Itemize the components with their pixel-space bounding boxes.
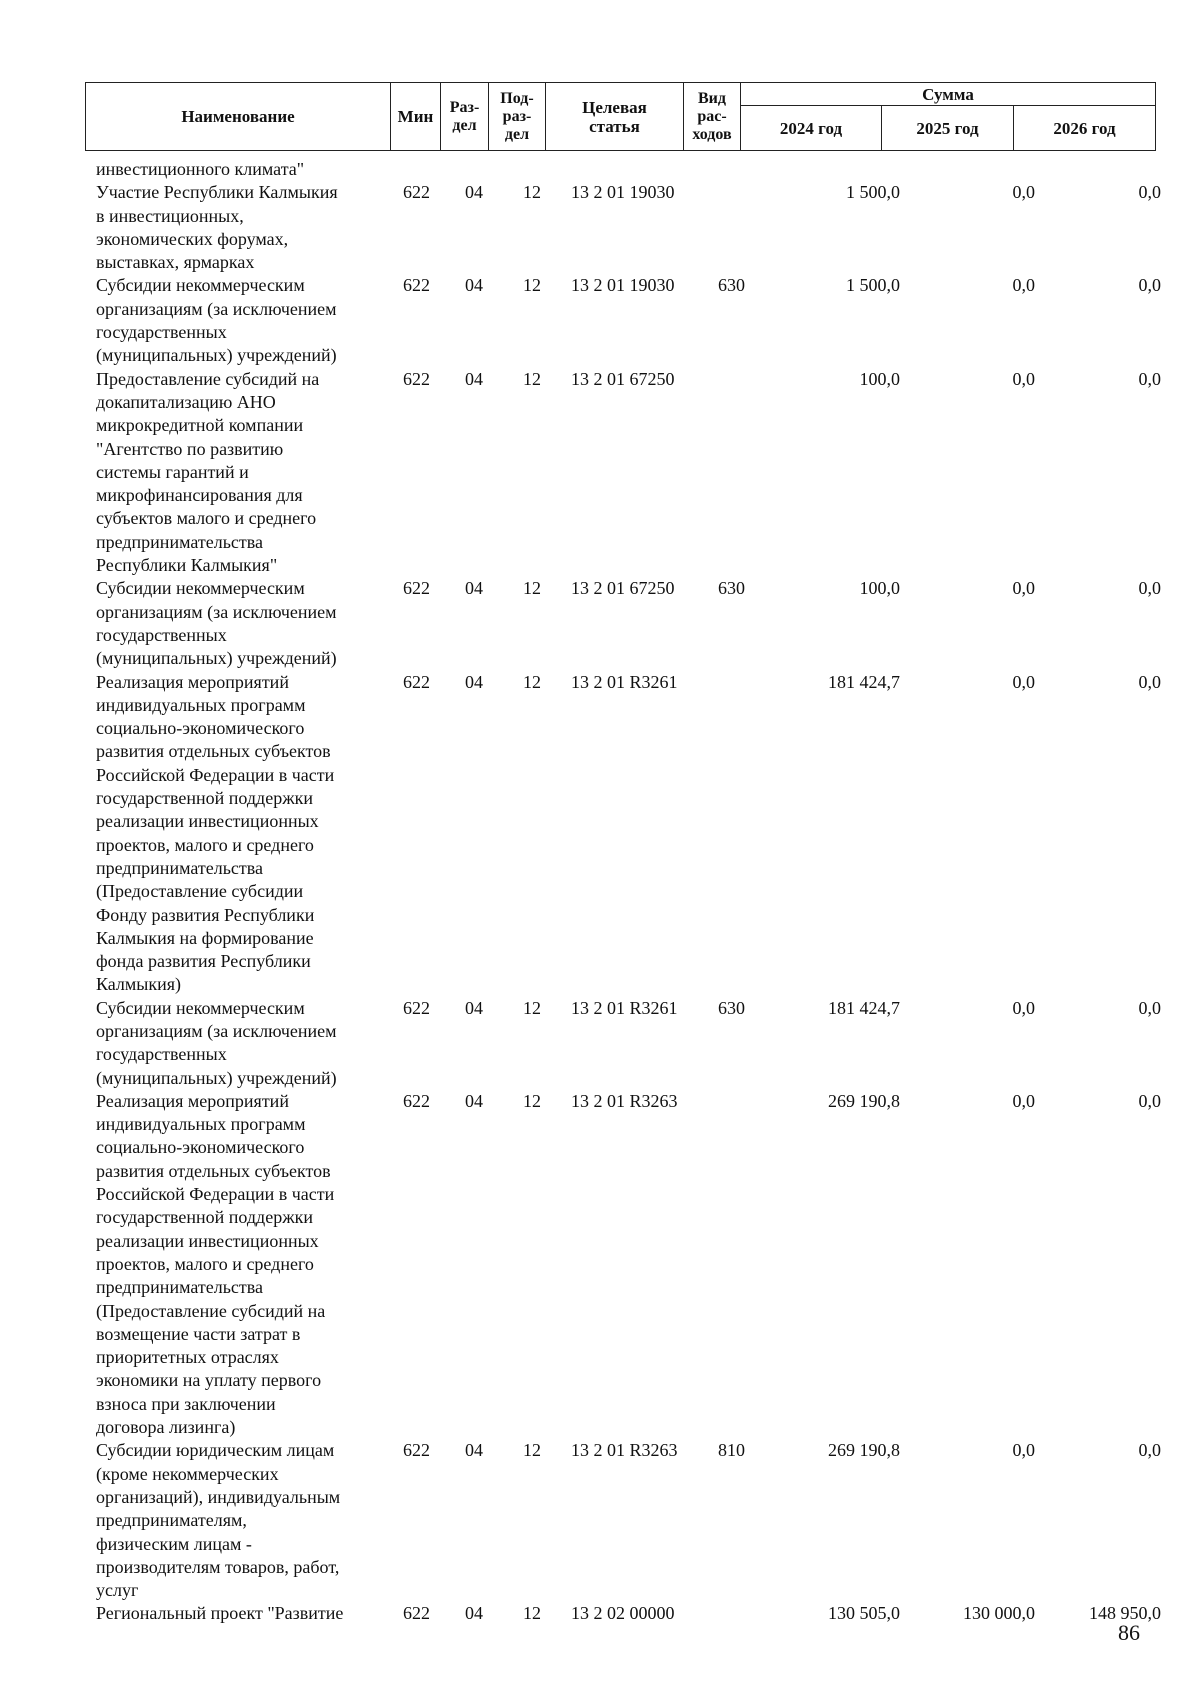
header-summa: Сумма [741,83,1156,106]
row-podrazdel: 12 [523,997,541,1018]
header-vid-rashodov: Вид рас- ходов [684,83,741,151]
row-podrazdel: 12 [523,1090,541,1111]
row-podrazdel: 12 [523,182,541,203]
row-name: Субсидии юридическим лицам (кроме некоммерческих организаций), индивидуальным предпринимателям, физическим лицам - производителям товаров, работ, услуг [96,1440,341,1601]
table-row [85,181,1161,274]
row-celevaya-statya: 13 2 01 R3263 [571,1440,678,1461]
row-podrazdel: 12 [523,578,541,599]
row-min: 622 [403,275,430,296]
row-celevaya-statya: 13 2 01 19030 [571,182,675,203]
row-sum-2026: 0,0 [1138,182,1161,203]
row-sum-2026: 0,0 [1138,997,1161,1018]
row-sum-2025: 130 000,0 [963,1603,1035,1624]
table-row [85,1602,1161,1625]
row-name: Реализация мероприятий индивидуальных программ социально-экономического развития отдельных субъектов Российской Федерации в части государственной поддержки реализации инвестиционных проектов, малого и среднего предпринимательства (Предоставление субсидии Фонду развития Республики Калмыкия на формирование фонда развития Республики Калмыкия) [96,671,335,995]
table-row [85,274,1161,367]
row-celevaya-statya: 13 2 01 R3261 [571,997,678,1018]
row-name: Субсидии некоммерческим организациям (за исключением государственных (муниципальных) учреждений) [96,997,337,1088]
row-sum-2024: 269 190,8 [828,1090,900,1111]
row-podrazdel: 12 [523,275,541,296]
row-name: Региональный проект "Развитие [96,1603,344,1624]
row-celevaya-statya: 13 2 01 67250 [571,578,675,599]
row-min: 622 [403,182,430,203]
row-razdel: 04 [465,671,483,692]
row-razdel: 04 [465,997,483,1018]
row-sum-2026: 0,0 [1138,275,1161,296]
row-sum-2025: 0,0 [1012,182,1035,203]
table-row [85,368,1161,578]
row-celevaya-statya: 13 2 02 00000 [571,1603,675,1624]
row-min: 622 [403,671,430,692]
row-vid-rashodov: 630 [718,275,745,296]
row-sum-2025: 0,0 [1012,368,1035,389]
header-year-2024: 2024 год [741,106,882,151]
row-sum-2024: 1 500,0 [846,182,900,203]
row-razdel: 04 [465,1090,483,1111]
row-celevaya-statya: 13 2 01 R3261 [571,671,678,692]
row-sum-2025: 0,0 [1012,275,1035,296]
row-razdel: 04 [465,368,483,389]
header-min: Мин [391,83,441,151]
row-celevaya-statya: 13 2 01 R3263 [571,1090,678,1111]
table-body [85,158,1161,1626]
row-razdel: 04 [465,578,483,599]
row-sum-2024: 181 424,7 [828,671,900,692]
row-min: 622 [403,1090,430,1111]
row-sum-2026: 0,0 [1138,671,1161,692]
table-row [85,158,1155,181]
row-min: 622 [403,368,430,389]
row-sum-2025: 0,0 [1012,997,1035,1018]
header-name: Наименование [86,83,391,151]
header-podrazdel: Под- раз- дел [489,83,546,151]
row-sum-2025: 0,0 [1012,1440,1035,1461]
row-podrazdel: 12 [523,1440,541,1461]
row-vid-rashodov: 630 [718,578,745,599]
row-sum-2024: 181 424,7 [828,997,900,1018]
row-sum-2024: 130 505,0 [828,1603,900,1624]
row-name: Участие Республики Калмыкия в инвестиционных, экономических форумах, выставках, ярмарках [96,182,338,273]
row-podrazdel: 12 [523,1603,541,1624]
table-row [85,1090,1161,1439]
row-sum-2024: 100,0 [859,578,900,599]
row-razdel: 04 [465,1440,483,1461]
row-podrazdel: 12 [523,671,541,692]
row-name: инвестиционного климата" [96,159,305,179]
row-sum-2026: 0,0 [1138,1440,1161,1461]
row-sum-2025: 0,0 [1012,578,1035,599]
row-celevaya-statya: 13 2 01 67250 [571,368,675,389]
row-razdel: 04 [465,275,483,296]
row-name: Предоставление субсидий на докапитализацию АНО микрокредитной компании "Агентство по развитию системы гарантий и микрофинансирования для субъектов малого и среднего предпринимательства Республики Калмыкия" [96,368,320,576]
row-razdel: 04 [465,1603,483,1624]
row-sum-2024: 100,0 [859,368,900,389]
row-min: 622 [403,1603,430,1624]
row-min: 622 [403,578,430,599]
row-name: Субсидии некоммерческим организациям (за исключением государственных (муниципальных) учреждений) [96,578,337,669]
header-year-2025: 2025 год [882,106,1014,151]
row-sum-2025: 0,0 [1012,671,1035,692]
row-podrazdel: 12 [523,368,541,389]
table-row [85,1439,1161,1602]
row-razdel: 04 [465,182,483,203]
table-row [85,577,1161,670]
row-sum-2026: 148 950,0 [1089,1603,1161,1624]
row-min: 622 [403,1440,430,1461]
header-year-2026: 2026 год [1014,106,1156,151]
row-vid-rashodov: 630 [718,997,745,1018]
row-sum-2024: 1 500,0 [846,275,900,296]
table-row [85,997,1161,1090]
table-header [85,82,1156,151]
row-sum-2024: 269 190,8 [828,1440,900,1461]
row-sum-2026: 0,0 [1138,578,1161,599]
row-vid-rashodov: 810 [718,1440,745,1461]
page-number: 86 [1118,1620,1140,1645]
header-razdel: Раз- дел [441,83,489,151]
row-celevaya-statya: 13 2 01 19030 [571,275,675,296]
row-sum-2026: 0,0 [1138,368,1161,389]
row-name: Субсидии некоммерческим организациям (за исключением государственных (муниципальных) учреждений) [96,275,337,366]
row-min: 622 [403,997,430,1018]
header-celevaya-statya: Целевая статья [546,83,684,151]
row-sum-2025: 0,0 [1012,1090,1035,1111]
table-row [85,671,1161,997]
row-sum-2026: 0,0 [1138,1090,1161,1111]
row-name: Реализация мероприятий индивидуальных программ социально-экономического развития отдельных субъектов Российской Федерации в части государственной поддержки реализации инвестиционных проектов, малого и среднего предпринимательства (Предоставление субсидий на возмещение части затрат в приоритетных отраслях экономики на уплату первого взноса при заключении договора лизинга) [96,1090,335,1438]
